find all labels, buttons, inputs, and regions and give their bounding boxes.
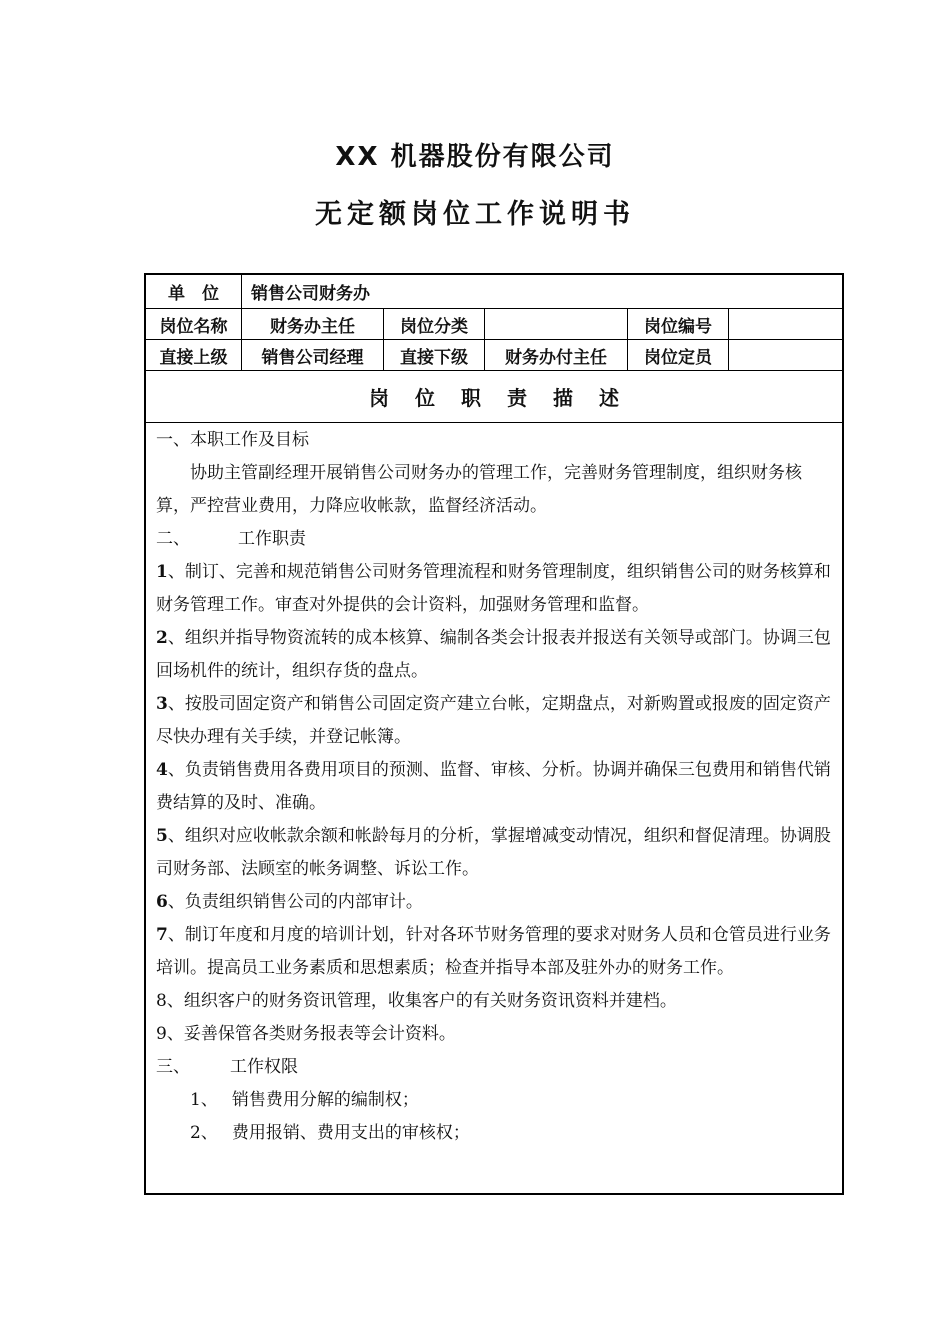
duty-number: 7 [156, 925, 168, 945]
post-number-value [729, 309, 842, 339]
duty-number: 2 [156, 628, 168, 648]
right-number: 2、 [190, 1123, 218, 1143]
right-item [156, 1084, 834, 1117]
duty-item [156, 919, 834, 985]
section-3-title: 工作权限 [230, 1057, 298, 1077]
duty-item [156, 1018, 834, 1051]
duty-text: 、制订年度和月度的培训计划，针对各环节财务管理的要求对财务人员和仓管员进行业务培训。提高员工业务素质和思想素质；检查并指导本部及驻外办的财务工作。 [156, 925, 831, 978]
right-item [156, 1117, 834, 1150]
section-3-number: 三、 [156, 1057, 190, 1077]
duty-text: 、组织并指导物资流转的成本核算、编制各类会计报表并报送有关领导或部门。协调三包回场机件的统计，组织存货的盘点。 [156, 628, 831, 681]
duty-item [156, 886, 834, 919]
section-2-number: 二、 [156, 529, 190, 549]
unit-row [146, 275, 842, 309]
right-text: 销售费用分解的编制权； [231, 1090, 419, 1110]
duty-text: 、负责组织销售公司的内部审计。 [167, 892, 423, 912]
subordinate-label: 直接下级 [384, 340, 485, 370]
description-body [156, 424, 834, 1150]
subordinate-value: 财务办付主任 [485, 340, 628, 370]
post-name-value: 财务办主任 [242, 309, 384, 339]
staffing-label: 岗位定员 [628, 340, 729, 370]
duty-number: 5 [156, 826, 168, 846]
duty-number: 1 [156, 562, 168, 582]
staffing-value [729, 340, 842, 370]
duty-number: 4 [156, 760, 168, 780]
duty-text: 、负责销售费用各费用项目的预测、监督、审核、分析。协调并确保三包费用和销售代销费结算的及时、准确。 [156, 760, 831, 813]
superior-value: 销售公司经理 [242, 340, 384, 370]
duty-item [156, 820, 834, 886]
unit-label: 单 位 [146, 275, 242, 308]
unit-value: 销售公司财务办 [251, 284, 370, 304]
duty-text: 8、组织客户的财务资讯管理，收集客户的有关财务资讯资料并建档。 [156, 991, 677, 1011]
post-name-label: 岗位名称 [146, 309, 242, 339]
duty-item [156, 556, 834, 622]
section-2-heading [156, 523, 834, 556]
section-1-text: 协助主管副经理开展销售公司财务办的管理工作，完善财务管理制度，组织财务核算，严控营业费用，力降应收帐款，监督经济活动。 [156, 463, 802, 516]
duty-item [156, 622, 834, 688]
post-number-label: 岗位编号 [628, 309, 729, 339]
section-3-heading [156, 1051, 834, 1084]
superior-label: 直接上级 [146, 340, 242, 370]
company-name: XX 机器股份有限公司 [335, 142, 615, 172]
job-description-table [144, 273, 844, 1195]
section-title: 岗位职责描述 [146, 371, 842, 423]
reporting-row [146, 340, 842, 371]
duty-number: 6 [156, 892, 168, 912]
post-row [146, 309, 842, 340]
duty-item [156, 754, 834, 820]
duty-text: 9、妥善保管各类财务报表等会计资料。 [156, 1024, 456, 1044]
section-2-title: 工作职责 [238, 529, 306, 549]
right-text: 费用报销、费用支出的审核权； [231, 1123, 470, 1143]
right-number: 1、 [190, 1090, 218, 1110]
duty-number: 3 [156, 694, 168, 714]
duty-text: 、制订、完善和规范销售公司财务管理流程和财务管理制度，组织销售公司的财务核算和财务管理工作。审查对外提供的会计资料，加强财务管理和监督。 [156, 562, 831, 615]
document-title: 无定额岗位工作说明书 [315, 199, 635, 230]
post-category-label: 岗位分类 [384, 309, 485, 339]
duty-item [156, 688, 834, 754]
section-1-heading: 一、本职工作及目标 [156, 430, 309, 450]
duty-text: 、组织对应收帐款余额和帐龄每月的分析，掌握增减变动情况，组织和督促清理。协调股司财务部、法顾室的帐务调整、诉讼工作。 [156, 826, 831, 879]
duty-item [156, 985, 834, 1018]
duty-text: 、按股司固定资产和销售公司固定资产建立台帐，定期盘点，对新购置或报废的固定资产尽快办理有关手续，并登记帐簿。 [156, 694, 831, 747]
post-category-value [485, 309, 628, 339]
